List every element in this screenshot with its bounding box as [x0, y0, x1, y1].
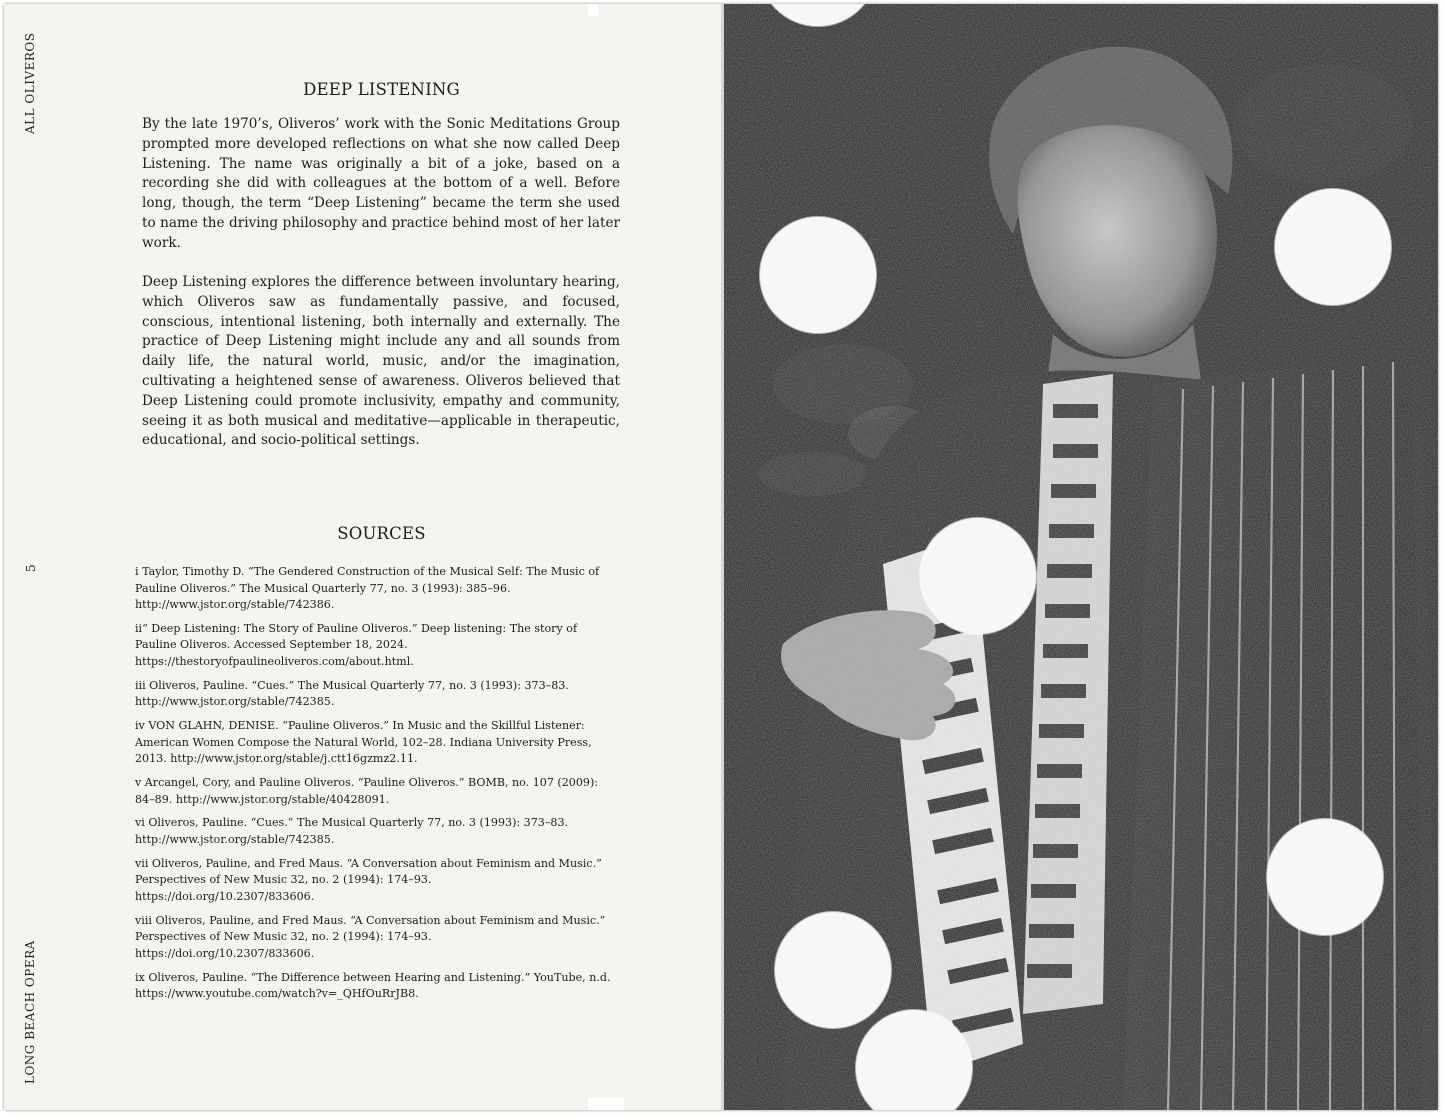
page-number: 5 [24, 563, 38, 572]
book-spread [4, 4, 1438, 1110]
gutter [721, 4, 724, 1110]
sources-list [135, 564, 611, 1010]
source-item: v Arcangel, Cory, and Pauline Oliveros. “Pauline Oliveros.” BOMB, no. 107 (2009): 84–89. http://www.jstor.org/stable/40428091. [135, 776, 599, 806]
source-item: ix Oliveros, Pauline. “The Difference between Hearing and Listening.” YouTube, n.d. https://www.youtube.com/watch?v=_QHfOuRrJB8. [135, 970, 611, 1001]
source-item: ii“ Deep Listening: The Story of Pauline Oliveros.” Deep listening: The story of Pauline Oliveros. Accessed September 18, 2024. https://thestoryofpaulineoliveros.com/about.html. [135, 621, 578, 668]
white-dot [920, 518, 1036, 634]
body-paragraph: By the late 1970’s, Oliveros’ work with the Sonic Meditations Group prompted more developed reflections on what she now called Deep Listening. The name was originally a bit of a joke, based on a recording she did with colleagues at the bottom of a well. Before long, though, the term “Deep Listening” became the term she used to name the driving philosophy and practice behind most of her later work. [142, 116, 620, 251]
source-item: vii Oliveros, Pauline, and Fred Maus. “A Conversation about Feminism and Music.” Perspectives of New Music 32, no. 2 (1994): 174–93. https://doi.org/10.2307/833606. [135, 856, 602, 903]
white-dot [760, 217, 876, 333]
body-paragraph: Deep Listening explores the difference between involuntary hearing, which Oliveros saw as fundamentally passive, and focused, conscious, intentional listening, both internally and externally. The practice of Deep Listening might include any and all sounds from daily life, the natural world, music, and/or the imagination, cultivating a heightened sense of awareness. Oliveros believed that Deep Listening could promote inclusivity, empathy and community, seeing it as both musical and meditative—applicable in therapeutic, educational, and socio-political settings. [142, 274, 620, 449]
photo-page [723, 4, 1438, 1110]
source-item: iv VON GLAHN, DENISE. “Pauline Oliveros.” In Music and the Skillful Listener: American Women Compose the Natural World, 102–28. Indiana University Press, 2013. http://www.jstor.org/stable/j.ctt16gzmz2.11. [135, 719, 592, 766]
source-item: i Taylor, Timothy D. “The Gendered Construction of the Musical Self: The Music of Pauline Oliveros.” The Musical Quarterly 77, no. 3 (1993): 385–96. http://www.jstor.org/stable/742386. [135, 565, 600, 611]
running-head-bottom: LONG BEACH OPERA [23, 940, 37, 1084]
gutter-mark-top [588, 4, 598, 16]
source-item: vi Oliveros, Pauline. “Cues.” The Musical Quarterly 77, no. 3 (1993): 373–83. http://www.jstor.org/stable/742385. [135, 816, 569, 846]
left-page [4, 4, 723, 1110]
sources-title: SOURCES [337, 524, 426, 543]
white-dot [1275, 189, 1391, 305]
white-dot [1267, 819, 1383, 935]
gutter-mark-bottom [588, 1098, 624, 1110]
source-item: viii Oliveros, Pauline, and Fred Maus. “A Conversation about Feminism and Music.” Perspectives of New Music 32, no. 2 (1994): 174–93. https://doi.org/10.2307/833606. [135, 913, 606, 960]
running-head-top: ALL OLIVEROS [23, 32, 37, 134]
section-title: DEEP LISTENING [303, 80, 460, 99]
source-item: iii Oliveros, Pauline. “Cues.” The Musical Quarterly 77, no. 3 (1993): 373–83. http://www.jstor.org/stable/742385. [135, 678, 569, 709]
white-dot [775, 912, 891, 1028]
